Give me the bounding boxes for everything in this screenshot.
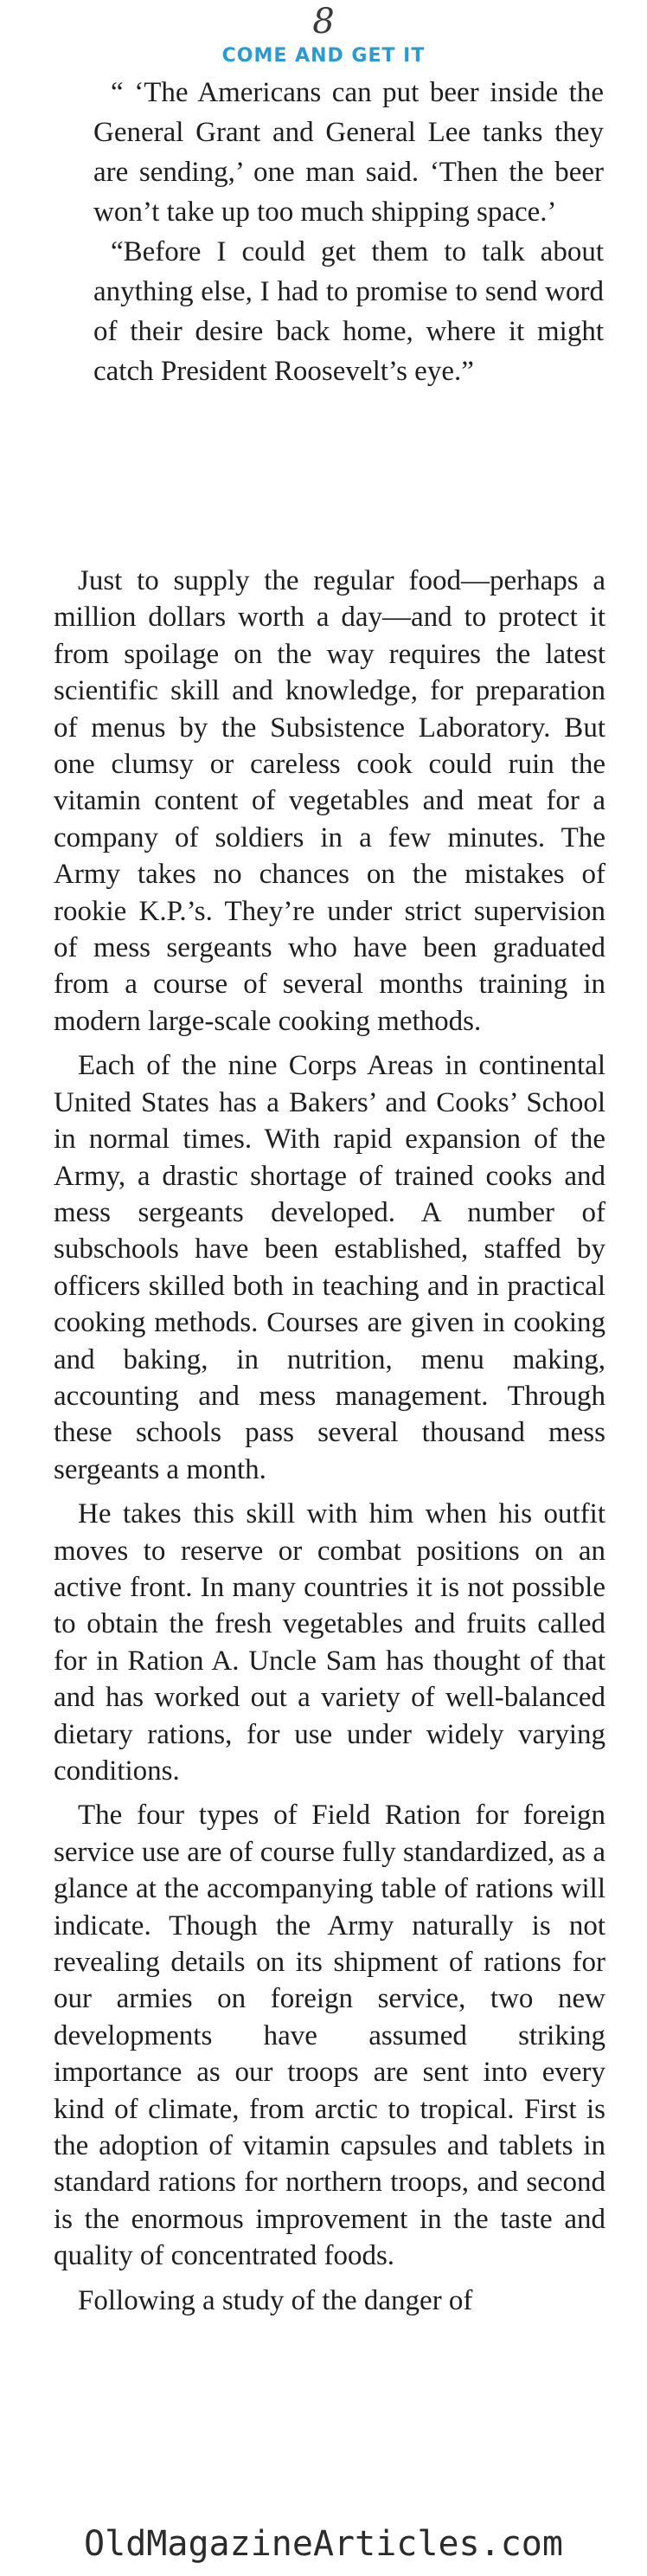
page-number: 8 <box>312 2 335 42</box>
quote-paragraph: “Before I could get them to talk about anything else, I had to promise to send word of their desire back home, where it might catch President Roosevelt’s eye.” <box>93 236 604 387</box>
article-paragraph: He takes this skill with him when his outfit moves to reserve or combat positions on an active front. In many countries it is not possible to obtain the fresh vegetables and fruits called for in Ration A. Uncle Sam has thought of that and has worked out a variety of well-balanced dietary rations, for use under widely varying conditions. <box>54 1498 605 1787</box>
section-title: COME AND GET IT <box>221 45 426 67</box>
article-paragraph: Following a study of the danger of <box>78 2284 473 2316</box>
article-paragraph: Each of the nine Corps Areas in continental United States has a Bakers’ and Cooks’ School in normal times. With rapid expansion of the Army, a drastic shortage of trained cooks and mess sergeants developed. A number of subschools have been established, staffed by officers skilled both in teaching and in practical cooking methods. Courses are given in cooking and baking, in nutrition, menu making, accounting and mess management. Through these schools pass several thousand mess sergeants a month. <box>54 1050 605 1485</box>
article-paragraph: Just to supply the regular food—perhaps a million dollars worth a day—and to protect it from spoilage on the way requires the latest scientific skill and knowledge, for preparation of menus by the Subsistence Laboratory. But one clumsy or careless cook could ruin the vitamin content of vegetables and meat for a company of soldiers in a few minutes. The Army takes no chances on the mistakes of rookie K.P.’s. They’re under strict supervision of mess sergeants who have been graduated from a course of several months training in modern large-scale cooking methods. <box>54 565 605 1037</box>
site-watermark: OldMagazineArticles.com <box>84 2524 563 2564</box>
article-body <box>54 563 605 2319</box>
article-paragraph: The four types of Field Ration for foreign service use are of course fully standardized, as a glance at the accompanying table of rations will indicate. Though the Army naturally is not revealing details on its shipment of rations for our armies on foreign service, two new developments have assumed striking importance as our troops are sent into every kind of climate, from arctic to tropical. First is the adoption of vitamin capsules and tablets in standard rations for northern troops, and second is the enormous improvement in the taste and quality of concentrated foods. <box>54 1800 605 2272</box>
quote-block <box>93 73 604 391</box>
quote-paragraph: “ ‘The Americans can put beer inside the General Grant and General Lee tanks they are sending,’ one man said. ‘Then the beer won’t take up too much shipping space.’ <box>93 77 604 228</box>
